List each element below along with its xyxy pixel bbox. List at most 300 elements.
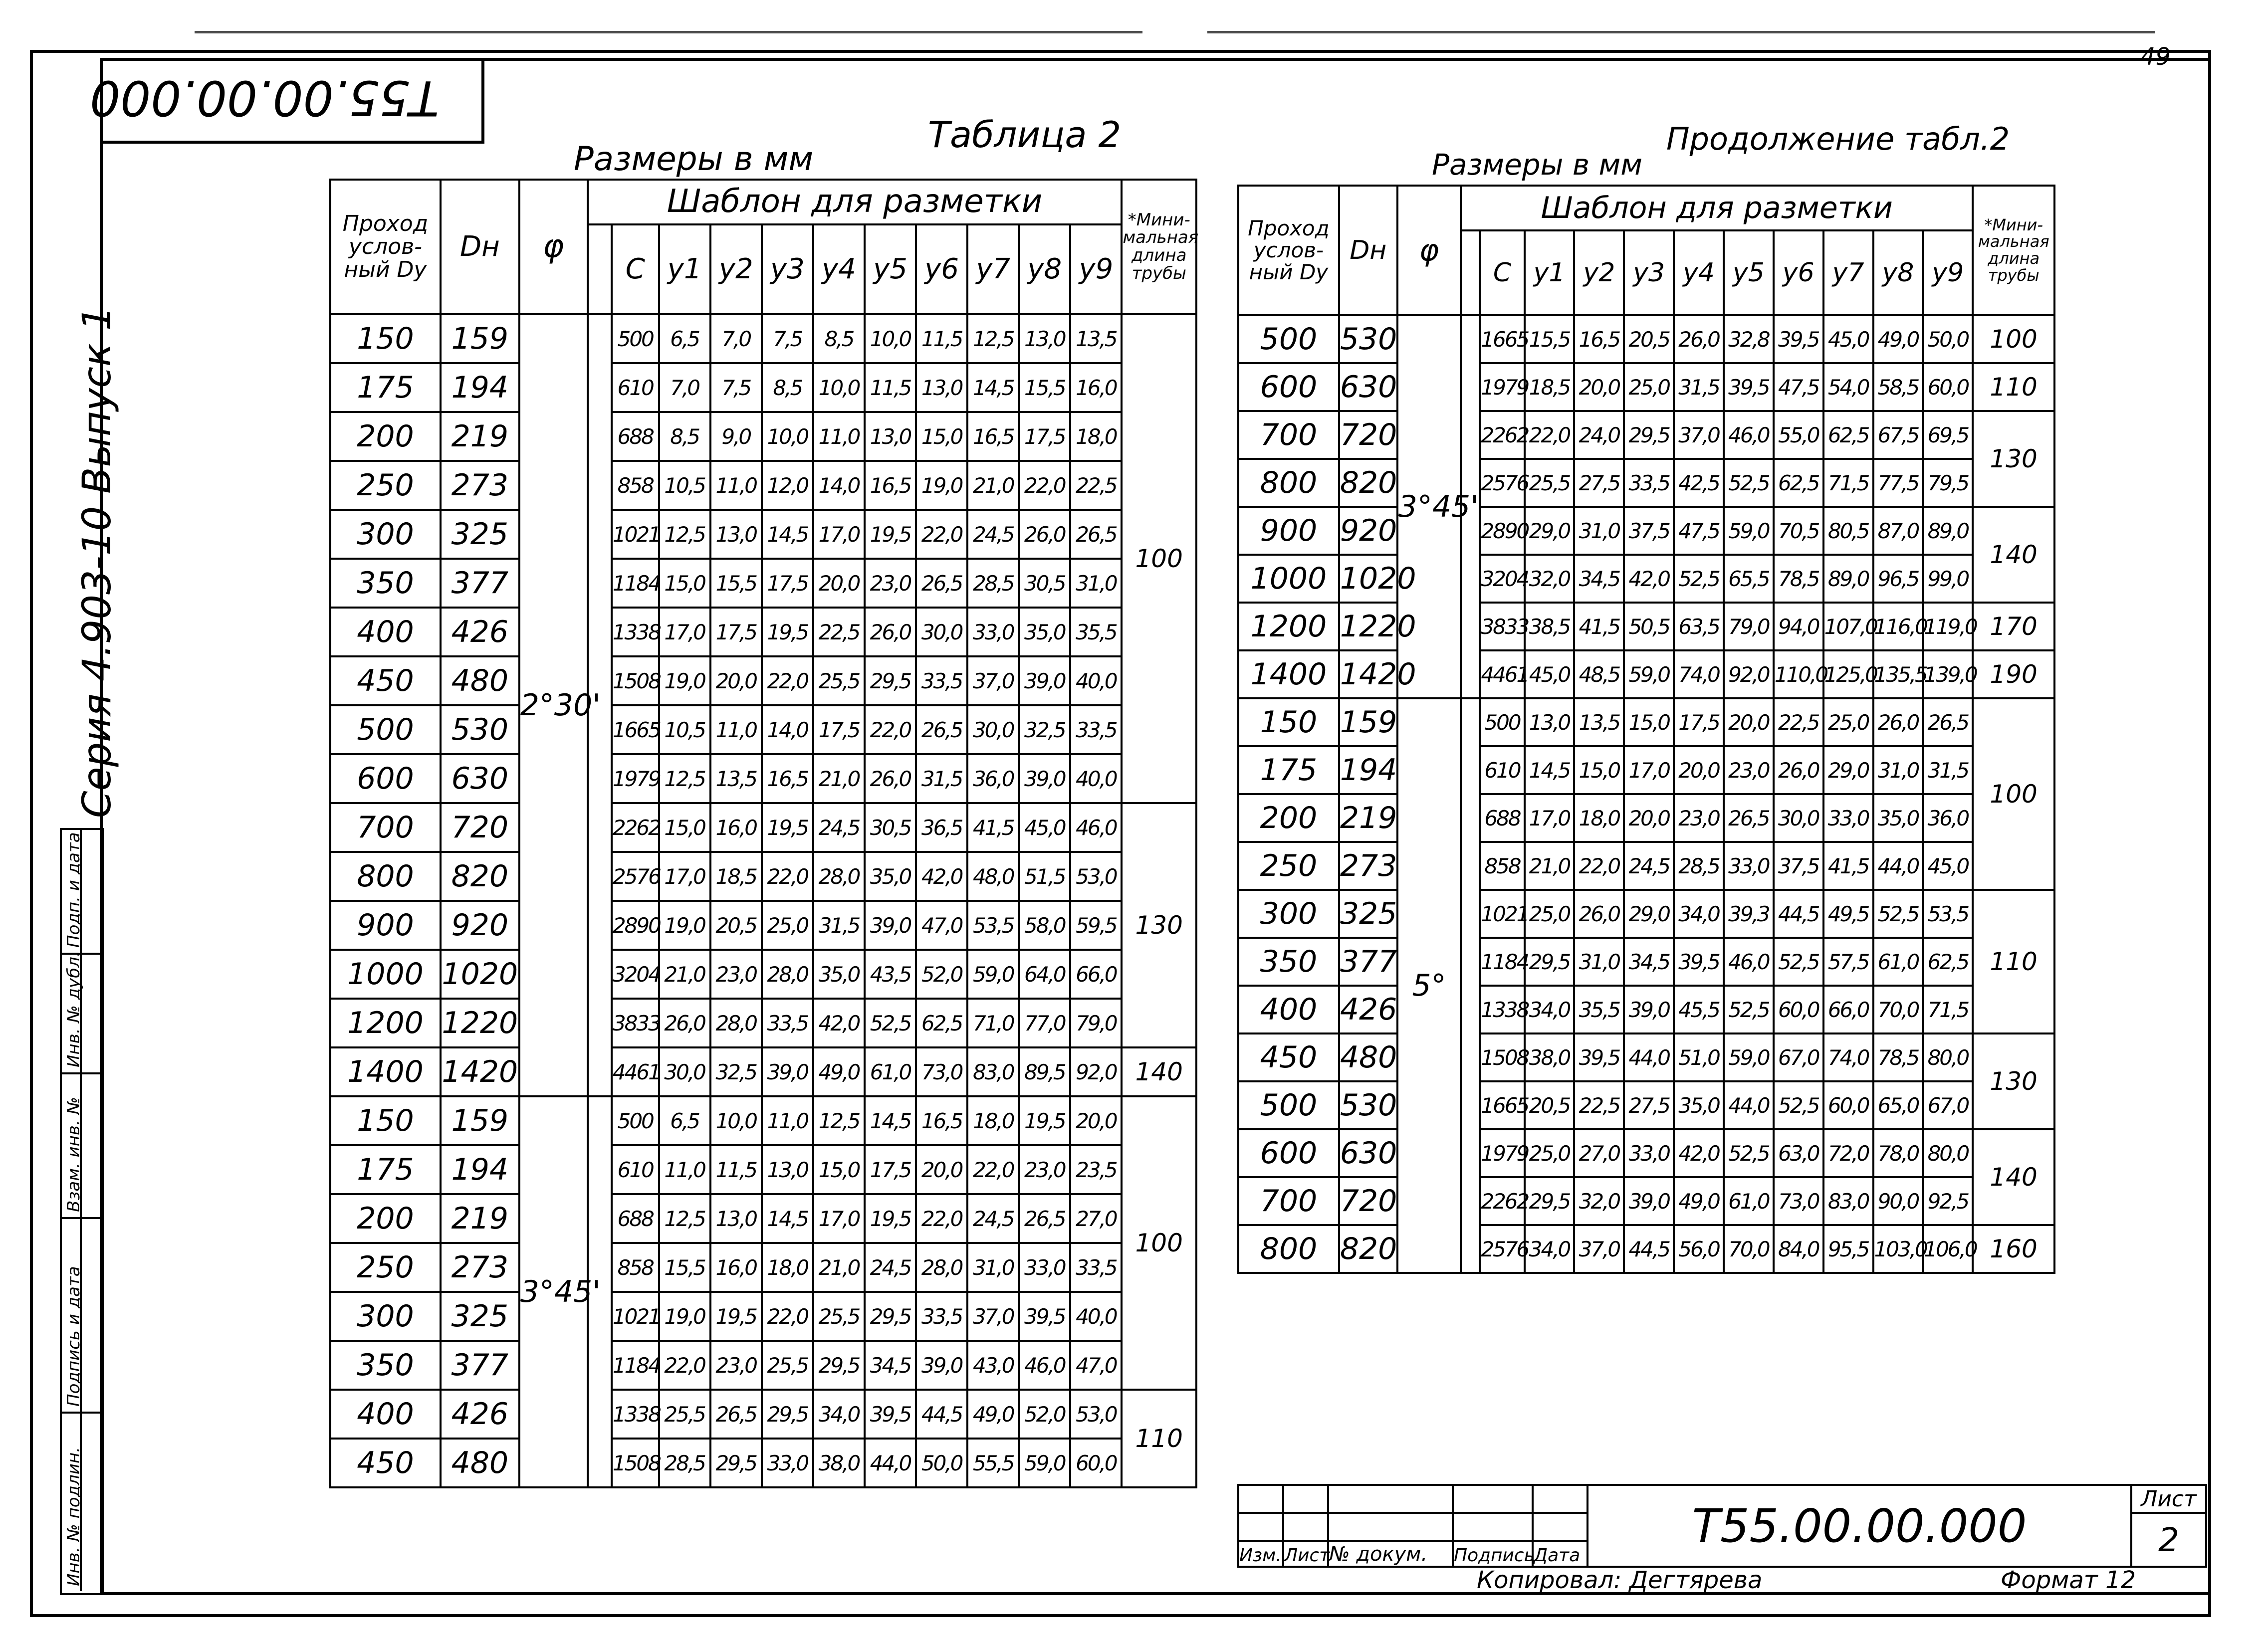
cell-dy: 150 — [330, 314, 441, 363]
table-row — [1238, 363, 2054, 411]
cell-y6: 110,0 — [1774, 650, 1823, 698]
cell-y5: 23,0 — [1724, 746, 1774, 794]
cell-dy: 175 — [1238, 746, 1339, 794]
cell-y9: 23,5 — [1070, 1145, 1122, 1194]
cell-y5: 70,0 — [1724, 1225, 1774, 1273]
cell-min-length: 110 — [1973, 890, 2054, 1033]
cell-phi: 3°45' — [1397, 315, 1461, 698]
cell-y1: 12,5 — [659, 754, 710, 803]
cell-y2: 28,0 — [710, 999, 762, 1047]
header-phi: φ — [519, 180, 588, 314]
cell-y1: 6,5 — [659, 314, 710, 363]
header-col-9: y9 — [1070, 224, 1122, 314]
cell-y4: 21,0 — [813, 754, 865, 803]
cell-y9: 13,5 — [1070, 314, 1122, 363]
header-col-2: y2 — [710, 224, 762, 314]
cell-y2: 23,0 — [710, 1341, 762, 1390]
side-sep-2 — [60, 1072, 102, 1074]
cell-y6: 33,5 — [916, 1292, 967, 1341]
cell-y7: 25,0 — [1823, 698, 1873, 746]
cell-y5: 11,5 — [865, 363, 916, 412]
cell-y3: 33,5 — [762, 999, 813, 1047]
cell-y3: 22,0 — [762, 852, 813, 901]
cell-y3: 19,5 — [762, 608, 813, 656]
table-row — [330, 1292, 1196, 1341]
cell-y7: 49,0 — [967, 1390, 1019, 1439]
cell-y5: 10,0 — [865, 314, 916, 363]
cell-y2: 15,5 — [710, 559, 762, 608]
table-row — [330, 950, 1196, 999]
cell-y8: 39,0 — [1019, 754, 1070, 803]
cell-dn: 530 — [1339, 1081, 1397, 1129]
cell-y5: 20,0 — [1724, 698, 1774, 746]
cell-y1: 8,5 — [659, 412, 710, 461]
cell-dn: 480 — [441, 656, 519, 705]
cell-dn: 219 — [1339, 794, 1397, 842]
cell-y1: 20,5 — [1525, 1081, 1575, 1129]
cell-dy: 700 — [330, 803, 441, 852]
cell-c: 4461 — [612, 1047, 659, 1096]
format-label: Формат 12 — [2001, 1566, 2136, 1594]
cell-min-length: 110 — [1122, 1390, 1196, 1487]
cell-y2: 29,5 — [710, 1439, 762, 1487]
cell-y1: 10,5 — [659, 705, 710, 754]
table-row — [1238, 698, 2054, 746]
cell-dn: 377 — [441, 1341, 519, 1390]
cell-y6: 52,0 — [916, 950, 967, 999]
cell-dy: 350 — [330, 1341, 441, 1390]
cell-phi: 3°45' — [519, 1096, 588, 1487]
cell-y8: 19,5 — [1019, 1096, 1070, 1145]
cell-y9: 106,0 — [1923, 1225, 1973, 1273]
cell-dn: 630 — [441, 754, 519, 803]
stamp-doc-code: T55.00.00.000 — [1588, 1485, 2131, 1567]
cell-min-length: 140 — [1122, 1047, 1196, 1096]
cell-dn: 630 — [1339, 1129, 1397, 1177]
doc-code-rotated: T55.00.00.000 — [90, 70, 439, 126]
header-col-9: y9 — [1923, 230, 1973, 315]
cell-y6: 73,0 — [1774, 1177, 1823, 1225]
cell-y2: 15,0 — [1574, 746, 1624, 794]
table-row — [1238, 1033, 2054, 1081]
header-col-4: y4 — [1674, 230, 1724, 315]
cell-y6: 15,0 — [916, 412, 967, 461]
cell-y1: 25,0 — [1525, 890, 1575, 938]
cell-y3: 28,0 — [762, 950, 813, 999]
cell-y4: 17,5 — [813, 705, 865, 754]
cell-dn: 1020 — [1339, 555, 1397, 603]
cell-y2: 31,0 — [1574, 507, 1624, 555]
cell-dn: 426 — [441, 1390, 519, 1439]
cell-y1: 29,0 — [1525, 507, 1575, 555]
table-row — [330, 1341, 1196, 1390]
table-row — [330, 1390, 1196, 1439]
cell-y4: 12,5 — [813, 1096, 865, 1145]
header-col-3: y3 — [762, 224, 813, 314]
cell-c: 1338 — [1480, 986, 1524, 1033]
cell-y3: 15,0 — [1624, 698, 1674, 746]
cell-dn: 720 — [1339, 411, 1397, 459]
cell-c: 2890 — [1480, 507, 1524, 555]
t2-header-phi: φ — [1397, 186, 1461, 315]
cell-dn: 325 — [441, 510, 519, 559]
cell-y8: 90,0 — [1873, 1177, 1923, 1225]
cell-y5: 46,0 — [1724, 938, 1774, 986]
cell-y6: 94,0 — [1774, 603, 1823, 650]
cell-dn: 1220 — [1339, 603, 1397, 650]
cell-y5: 44,0 — [865, 1439, 916, 1487]
cell-y8: 52,5 — [1873, 890, 1923, 938]
cell-dy: 350 — [1238, 938, 1339, 986]
cell-y9: 79,0 — [1070, 999, 1122, 1047]
cell-y4: 37,0 — [1674, 411, 1724, 459]
cell-dy: 450 — [330, 1439, 441, 1487]
cell-dn: 920 — [441, 901, 519, 950]
header-minlen: *Мини-мальная длина трубы — [1122, 180, 1196, 314]
cell-y1: 12,5 — [659, 1194, 710, 1243]
cell-dy: 900 — [330, 901, 441, 950]
cell-y5: 32,8 — [1724, 315, 1774, 363]
cell-min-length: 130 — [1122, 803, 1196, 1047]
cell-y5: 59,0 — [1724, 1033, 1774, 1081]
table-row — [330, 656, 1196, 705]
cell-y4: 34,0 — [1674, 890, 1724, 938]
cell-c: 688 — [612, 1194, 659, 1243]
cell-c: 1665 — [1480, 315, 1524, 363]
cell-y1: 17,0 — [659, 608, 710, 656]
table-row — [1238, 938, 2054, 986]
cell-y7: 55,5 — [967, 1439, 1019, 1487]
cell-y7: 37,0 — [967, 656, 1019, 705]
header-dy: Проход услов-ный Dy — [330, 180, 441, 314]
cell-dn: 194 — [441, 363, 519, 412]
cell-y3: 39,0 — [1624, 1177, 1674, 1225]
cell-y5: 23,0 — [865, 559, 916, 608]
table-row — [330, 412, 1196, 461]
cell-dn: 820 — [1339, 459, 1397, 507]
cell-y5: 39,5 — [865, 1390, 916, 1439]
cell-y9: 50,0 — [1923, 315, 1973, 363]
cell-dy: 1200 — [330, 999, 441, 1047]
header-col-7: y7 — [1823, 230, 1873, 315]
cell-dy: 175 — [330, 1145, 441, 1194]
cell-dy: 1000 — [1238, 555, 1339, 603]
title-block — [1237, 1484, 2207, 1568]
cell-y6: 55,0 — [1774, 411, 1823, 459]
cell-dn: 219 — [441, 1194, 519, 1243]
cell-y3: 10,0 — [762, 412, 813, 461]
cell-y8: 67,5 — [1873, 411, 1923, 459]
cell-y2: 23,0 — [710, 950, 762, 999]
cell-y1: 25,0 — [1525, 1129, 1575, 1177]
cell-dn: 194 — [441, 1145, 519, 1194]
cell-y7: 60,0 — [1823, 1081, 1873, 1129]
cell-dn: 377 — [1339, 938, 1397, 986]
cell-y6: 67,0 — [1774, 1033, 1823, 1081]
header-col-3: y3 — [1624, 230, 1674, 315]
cell-y5: 44,0 — [1724, 1081, 1774, 1129]
cell-c: 1979 — [1480, 1129, 1524, 1177]
cell-min-length: 100 — [1122, 1096, 1196, 1390]
cell-y1: 19,0 — [659, 656, 710, 705]
cell-y2: 11,0 — [710, 705, 762, 754]
cell-y8: 32,5 — [1019, 705, 1070, 754]
table-row — [330, 1439, 1196, 1487]
stamp-label-izm: Изм. — [1238, 1541, 1283, 1567]
cell-dn: 720 — [1339, 1177, 1397, 1225]
cell-y3: 29,5 — [1624, 411, 1674, 459]
cell-dn: 426 — [1339, 986, 1397, 1033]
cell-dn: 159 — [441, 1096, 519, 1145]
table2-units: Размеры в мм — [1432, 148, 1642, 182]
cell-min-length: 190 — [1973, 650, 2054, 698]
cell-y8: 58,5 — [1873, 363, 1923, 411]
cell-c: 1021 — [1480, 890, 1524, 938]
cell-y2: 11,0 — [710, 461, 762, 510]
cell-y1: 29,5 — [1525, 1177, 1575, 1225]
cell-dn: 159 — [441, 314, 519, 363]
cell-c: 688 — [1480, 794, 1524, 842]
cell-y2: 9,0 — [710, 412, 762, 461]
cell-c: 2890 — [612, 901, 659, 950]
cell-c: 1021 — [612, 1292, 659, 1341]
cell-y2: 7,0 — [710, 314, 762, 363]
cell-y2: 41,5 — [1574, 603, 1624, 650]
cell-y8: 39,0 — [1019, 656, 1070, 705]
cell-y8: 49,0 — [1873, 315, 1923, 363]
table-row — [330, 1145, 1196, 1194]
cell-y1: 26,0 — [659, 999, 710, 1047]
cell-y5: 26,5 — [1724, 794, 1774, 842]
cell-c: 3204 — [1480, 555, 1524, 603]
cell-y4: 14,0 — [813, 461, 865, 510]
table-row — [330, 461, 1196, 510]
table-row — [1238, 890, 2054, 938]
cell-y9: 33,5 — [1070, 1243, 1122, 1292]
stamp-sheet-no: 2 — [2131, 1513, 2206, 1567]
cell-c: 2576 — [1480, 459, 1524, 507]
cell-c: 858 — [612, 461, 659, 510]
cell-y5: 61,0 — [865, 1047, 916, 1096]
cell-y9: 47,0 — [1070, 1341, 1122, 1390]
cell-dn: 530 — [441, 705, 519, 754]
cell-y9: 60,0 — [1923, 363, 1973, 411]
cell-y3: 12,0 — [762, 461, 813, 510]
cell-y7: 49,5 — [1823, 890, 1873, 938]
cell-y8: 61,0 — [1873, 938, 1923, 986]
cell-y1: 11,0 — [659, 1145, 710, 1194]
cell-y2: 20,5 — [710, 901, 762, 950]
cell-y1: 25,5 — [1525, 459, 1575, 507]
cell-y6: 30,0 — [916, 608, 967, 656]
table-row — [1238, 1225, 2054, 1273]
cell-c: 2262 — [612, 803, 659, 852]
cell-y9: 60,0 — [1070, 1439, 1122, 1487]
cell-y4: 20,0 — [813, 559, 865, 608]
cell-min-length: 140 — [1973, 507, 2054, 603]
cell-y3: 29,0 — [1624, 890, 1674, 938]
cell-c: 1184 — [1480, 938, 1524, 986]
cell-c: 1665 — [1480, 1081, 1524, 1129]
cell-y8: 70,0 — [1873, 986, 1923, 1033]
table-row — [330, 852, 1196, 901]
cell-y4: 23,0 — [1674, 794, 1724, 842]
cell-y3: 8,5 — [762, 363, 813, 412]
cell-y6: 26,5 — [916, 559, 967, 608]
cell-y6: 70,5 — [1774, 507, 1823, 555]
cell-y2: 27,0 — [1574, 1129, 1624, 1177]
table-row — [330, 1194, 1196, 1243]
cell-y3: 20,0 — [1624, 794, 1674, 842]
cell-y2: 31,0 — [1574, 938, 1624, 986]
cell-y2: 22,0 — [1574, 842, 1624, 890]
cell-y3: 22,0 — [762, 1292, 813, 1341]
cell-y9: 45,0 — [1923, 842, 1973, 890]
cell-y7: 72,0 — [1823, 1129, 1873, 1177]
header-col-8: y8 — [1873, 230, 1923, 315]
cell-dn: 820 — [441, 852, 519, 901]
cell-y4: 45,5 — [1674, 986, 1724, 1033]
cell-y9: 89,0 — [1923, 507, 1973, 555]
cell-y8: 89,5 — [1019, 1047, 1070, 1096]
cell-phi: 2°30' — [519, 314, 588, 1096]
table-row — [1238, 555, 2054, 603]
cell-dy: 250 — [330, 461, 441, 510]
cell-y8: 77,5 — [1873, 459, 1923, 507]
header-col-6: y6 — [916, 224, 967, 314]
cell-y7: 107,0 — [1823, 603, 1873, 650]
cell-c: 1979 — [612, 754, 659, 803]
cell-y6: 22,0 — [916, 510, 967, 559]
cell-c: 2576 — [1480, 1225, 1524, 1273]
cell-y5: 39,0 — [865, 901, 916, 950]
cell-c: 610 — [1480, 746, 1524, 794]
cell-dn: 480 — [441, 1439, 519, 1487]
cell-dy: 600 — [1238, 363, 1339, 411]
cell-y3: 33,0 — [1624, 1129, 1674, 1177]
cell-y6: 84,0 — [1774, 1225, 1823, 1273]
cell-dy: 600 — [330, 754, 441, 803]
table-row — [330, 1243, 1196, 1292]
cell-y7: 95,5 — [1823, 1225, 1873, 1273]
cell-c: 1508 — [1480, 1033, 1524, 1081]
cell-y3: 25,5 — [762, 1341, 813, 1390]
cell-y2: 16,5 — [1574, 315, 1624, 363]
cell-dn: 273 — [441, 1243, 519, 1292]
cell-y4: 31,5 — [813, 901, 865, 950]
cell-y9: 26,5 — [1070, 510, 1122, 559]
t2-header-dn: Dн — [1339, 186, 1397, 315]
cell-y5: 59,0 — [1724, 507, 1774, 555]
cell-y9: 16,0 — [1070, 363, 1122, 412]
cell-dy: 600 — [1238, 1129, 1339, 1177]
cell-y2: 16,0 — [710, 803, 762, 852]
cell-y7: 83,0 — [1823, 1177, 1873, 1225]
cell-dy: 450 — [1238, 1033, 1339, 1081]
cell-y3: 29,5 — [762, 1390, 813, 1439]
cell-y4: 8,5 — [813, 314, 865, 363]
cell-c: 610 — [612, 1145, 659, 1194]
cell-y4: 52,5 — [1674, 555, 1724, 603]
cell-y9: 139,0 — [1923, 650, 1973, 698]
cell-y6: 30,0 — [1774, 794, 1823, 842]
cell-y2: 26,5 — [710, 1390, 762, 1439]
cell-c: 2576 — [612, 852, 659, 901]
cell-y8: 59,0 — [1019, 1439, 1070, 1487]
header-col-5: y5 — [1724, 230, 1774, 315]
cell-y4: 10,0 — [813, 363, 865, 412]
cell-y9: 119,0 — [1923, 603, 1973, 650]
cell-min-length: 100 — [1973, 698, 2054, 890]
cell-y2: 32,0 — [1574, 1177, 1624, 1225]
cell-y6: 31,5 — [916, 754, 967, 803]
cell-y6: 52,5 — [1774, 938, 1823, 986]
cell-dn: 630 — [1339, 363, 1397, 411]
cell-y5: 92,0 — [1724, 650, 1774, 698]
cell-y4: 11,0 — [813, 412, 865, 461]
cell-y3: 27,5 — [1624, 1081, 1674, 1129]
cell-y3: 39,0 — [1624, 986, 1674, 1033]
cell-y1: 30,0 — [659, 1047, 710, 1096]
header-spacer — [1461, 230, 1480, 315]
cell-y9: 53,0 — [1070, 852, 1122, 901]
cell-y3: 17,0 — [1624, 746, 1674, 794]
cell-y8: 35,0 — [1873, 794, 1923, 842]
cell-y6: 11,5 — [916, 314, 967, 363]
cell-dy: 450 — [330, 656, 441, 705]
cell-y6: 19,0 — [916, 461, 967, 510]
table-row — [330, 608, 1196, 656]
cell-y7: 62,5 — [1823, 411, 1873, 459]
cell-dn: 159 — [1339, 698, 1397, 746]
cell-c: 1338 — [612, 1390, 659, 1439]
cell-y7: 57,5 — [1823, 938, 1873, 986]
cell-dn: 530 — [1339, 315, 1397, 363]
cell-y9: 53,5 — [1923, 890, 1973, 938]
cell-c: 858 — [1480, 842, 1524, 890]
cell-min-length: 100 — [1122, 314, 1196, 803]
stamp-label-sign: Подпись — [1453, 1541, 1533, 1567]
cell-y4: 63,5 — [1674, 603, 1724, 650]
cell-y5: 19,5 — [865, 510, 916, 559]
cell-y9: 80,0 — [1923, 1129, 1973, 1177]
cell-y7: 54,0 — [1823, 363, 1873, 411]
cell-y4: 31,5 — [1674, 363, 1724, 411]
cell-y5: 22,0 — [865, 705, 916, 754]
cell-dy: 700 — [1238, 1177, 1339, 1225]
cell-y7: 53,5 — [967, 901, 1019, 950]
cell-y1: 6,5 — [659, 1096, 710, 1145]
cell-y6: 47,0 — [916, 901, 967, 950]
cell-y5: 52,5 — [1724, 1129, 1774, 1177]
cell-y8: 15,5 — [1019, 363, 1070, 412]
cell-y5: 65,5 — [1724, 555, 1774, 603]
cell-y9: 67,0 — [1923, 1081, 1973, 1129]
cell-y1: 14,5 — [1525, 746, 1575, 794]
cell-y7: 45,0 — [1823, 315, 1873, 363]
cell-c: 1508 — [612, 656, 659, 705]
cell-y9: 36,0 — [1923, 794, 1973, 842]
cell-y7: 16,5 — [967, 412, 1019, 461]
cell-y2: 34,5 — [1574, 555, 1624, 603]
cell-y3: 34,5 — [1624, 938, 1674, 986]
cell-y9: 33,5 — [1070, 705, 1122, 754]
cell-y1: 19,0 — [659, 1292, 710, 1341]
cell-y4: 26,0 — [1674, 315, 1724, 363]
cell-y4: 22,5 — [813, 608, 865, 656]
cell-y1: 45,0 — [1525, 650, 1575, 698]
cell-y2: 20,0 — [1574, 363, 1624, 411]
